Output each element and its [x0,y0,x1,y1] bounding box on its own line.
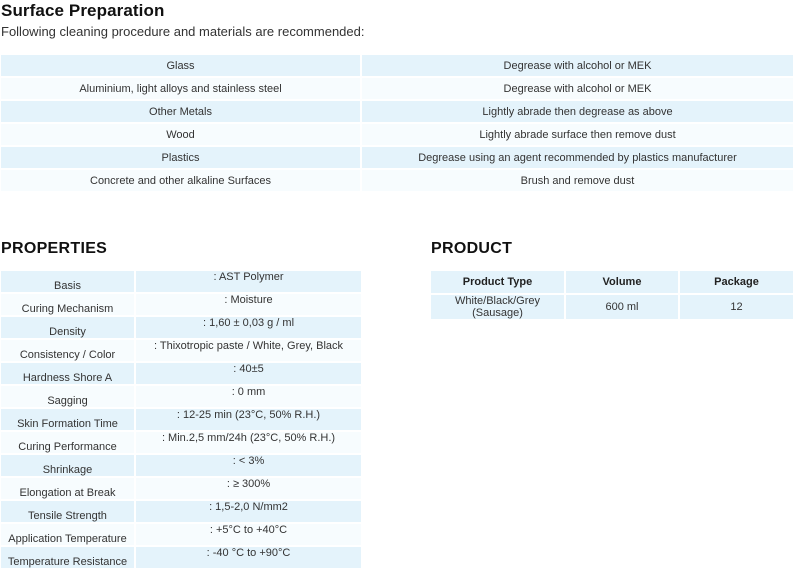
package-header: Package [680,271,793,293]
property-value: : +5°C to +40°C [136,524,361,545]
procedure-cell: Brush and remove dust [362,170,793,191]
property-label: Sagging [1,386,134,407]
table-row [1,386,361,407]
table-header-row [431,271,793,293]
product-heading: PRODUCT [431,240,513,257]
table-row [1,409,361,430]
table-row [1,363,361,384]
product-table [429,269,795,321]
material-cell: Plastics [1,147,360,168]
property-label: Consistency / Color [1,340,134,361]
table-row [1,55,793,76]
property-label: Tensile Strength [1,501,134,522]
property-label: Curing Mechanism [1,294,134,315]
property-label: Temperature Resistance [1,547,134,568]
table-row [1,478,361,499]
table-row [1,271,361,292]
property-value: : 1,60 ± 0,03 g / ml [136,317,361,338]
property-label: Hardness Shore A [1,363,134,384]
material-cell: Glass [1,55,360,76]
table-row [1,455,361,476]
table-row [1,101,793,122]
table-row [1,124,793,145]
table-row [1,294,361,315]
property-value: : ≥ 300% [136,478,361,499]
table-row [431,295,793,319]
property-label: Density [1,317,134,338]
property-value: : Thixotropic paste / White, Grey, Black [136,340,361,361]
property-label: Elongation at Break [1,478,134,499]
material-cell: Aluminium, light alloys and stainless steel [1,78,360,99]
procedure-cell: Lightly abrade then degrease as above [362,101,793,122]
volume-cell: 600 ml [566,295,678,319]
properties-table [0,269,363,570]
procedure-cell: Degrease with alcohol or MEK [362,78,793,99]
property-label: Basis [1,271,134,292]
property-label: Shrinkage [1,455,134,476]
property-label: Application Temperature [1,524,134,545]
material-cell: Wood [1,124,360,145]
table-row [1,317,361,338]
table-row [1,524,361,545]
table-row [1,78,793,99]
volume-header: Volume [566,271,678,293]
material-cell: Other Metals [1,101,360,122]
material-cell: Concrete and other alkaline Surfaces [1,170,360,191]
property-value: : 0 mm [136,386,361,407]
property-value: : 1,5-2,0 N/mm2 [136,501,361,522]
property-value: : 40±5 [136,363,361,384]
table-row [1,147,793,168]
properties-heading: PROPERTIES [1,240,108,257]
property-label: Curing Performance [1,432,134,453]
property-value: : -40 °C to +90°C [136,547,361,568]
procedure-cell: Degrease using an agent recommended by plastics manufacturer [362,147,793,168]
procedure-cell: Lightly abrade surface then remove dust [362,124,793,145]
table-row [1,170,793,191]
product-type-header: Product Type [431,271,564,293]
property-value: : < 3% [136,455,361,476]
surface-preparation-subtitle: Following cleaning procedure and materials are recommended: [1,24,365,39]
property-value: : 12-25 min (23°C, 50% R.H.) [136,409,361,430]
property-value: : Moisture [136,294,361,315]
surface-preparation-title: Surface Preparation [1,1,165,20]
property-value: : Min.2,5 mm/24h (23°C, 50% R.H.) [136,432,361,453]
property-value: : AST Polymer [136,271,361,292]
table-row [1,547,361,568]
surface-preparation-table [0,53,795,193]
property-label: Skin Formation Time [1,409,134,430]
procedure-cell: Degrease with alcohol or MEK [362,55,793,76]
table-row [1,432,361,453]
table-row [1,340,361,361]
table-row [1,501,361,522]
product-type-cell: White/Black/Grey (Sausage) [431,295,564,319]
package-cell: 12 [680,295,793,319]
